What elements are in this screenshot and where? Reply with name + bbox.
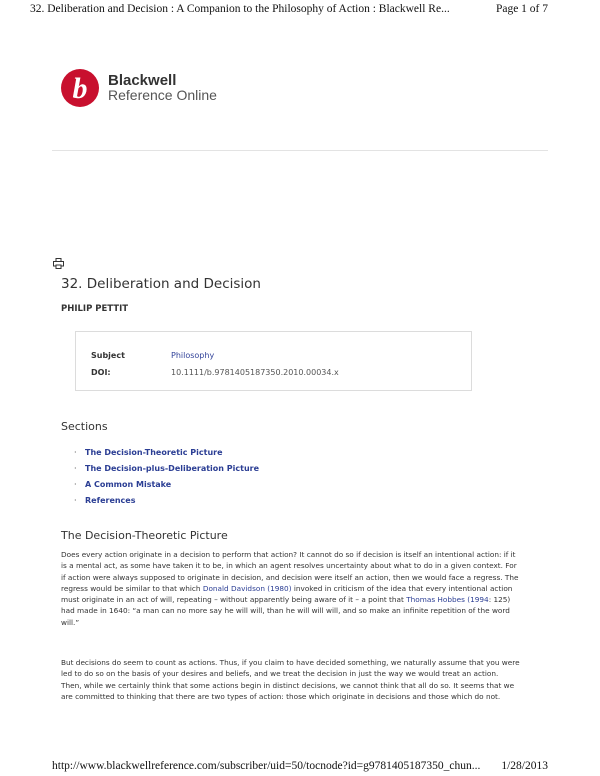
- paragraph-text: invoked in criticism of the idea that every intentional action must originate in an act of will, repeating – without apparently being aware of it – a point that: [61, 583, 513, 605]
- logo-brand: Blackwell: [108, 72, 177, 89]
- doi-value: 10.1111/b.9781405187350.2010.00034.x: [171, 368, 339, 377]
- article-author: PHILIP PETTIT: [61, 304, 129, 314]
- article-title: 32. Deliberation and Decision: [61, 276, 261, 292]
- toc-bullet: ·: [74, 496, 77, 505]
- subject-row: [91, 351, 214, 360]
- toc-item: [74, 447, 259, 463]
- toc-item: [74, 463, 259, 479]
- printer-icon[interactable]: [53, 258, 64, 269]
- doi-label: DOI:: [91, 368, 111, 377]
- subject-link[interactable]: Philosophy: [171, 351, 215, 360]
- sections-list: [74, 447, 259, 511]
- sections-heading: Sections: [61, 420, 108, 433]
- subject-label: Subject: [91, 351, 125, 360]
- blackwell-logo[interactable]: [60, 68, 217, 108]
- toc-bullet: ·: [74, 448, 77, 457]
- logo-mark-letter: b: [72, 72, 88, 105]
- footer-date: 1/28/2013: [501, 760, 548, 772]
- section-heading: The Decision-Theoretic Picture: [61, 529, 228, 542]
- toc-item: [74, 479, 259, 495]
- toc-item: [74, 495, 259, 511]
- header-divider: [52, 150, 548, 151]
- page-footer: [52, 760, 548, 772]
- blackwell-logo-icon: [60, 68, 100, 108]
- header-title: 32. Deliberation and Decision : A Companion to the Philosophy of Action : Blackwell Re...: [30, 3, 450, 15]
- body-paragraph-2: But decisions do seem to count as actions. Thus, if you claim to have decided something, we naturally assume that you were led to do so on the basis of your desires and beliefs, and we treat the decision in just the way we would treat an action. Then, while we certainly think that some actions begin in distinct decisions, we cannot think that all do so. It seems that we are committed to thinking that there are two types of action: those which originate in decisions and those which do not.: [61, 658, 520, 701]
- toc-link-common-mistake[interactable]: A Common Mistake: [85, 480, 172, 489]
- citation-link-davidson[interactable]: Donald Davidson (1980): [202, 583, 292, 593]
- logo-subtitle: Reference Online: [108, 87, 217, 103]
- page-header: [30, 3, 548, 15]
- toc-bullet: ·: [74, 464, 77, 473]
- toc-link-references[interactable]: References: [85, 496, 136, 505]
- paragraph-text: Does every action originate in a decision to perform that action? It cannot do so if decision is itself an intentional action: if it is a mental act, as some have taken it to be, in which an agent resolves uncertainty about what to do in a given context. For if action were always supposed to originate in decision, and decision were itself an action, then we would face a regress. The regress would be similar to that which: [61, 550, 519, 593]
- citation-link-hobbes[interactable]: Thomas Hobbes (1994: [406, 595, 489, 605]
- article-metadata-box: [75, 331, 472, 391]
- paragraph-text: : 125) had made in 1640: “a man can no more say he will will, than he will will will, and so make an infinite repetition of the word will.”: [61, 595, 511, 627]
- doi-row: [91, 368, 339, 377]
- toc-bullet: ·: [74, 480, 77, 489]
- page-number: Page 1 of 7: [495, 3, 548, 15]
- toc-link-decision-plus-deliberation[interactable]: The Decision-plus-Deliberation Picture: [85, 464, 260, 473]
- body-paragraph-1: [61, 549, 521, 628]
- toc-link-decision-theoretic[interactable]: The Decision-Theoretic Picture: [85, 448, 223, 457]
- footer-url: http://www.blackwellreference.com/subscriber/uid=50/tocnode?id=g9781405187350_chun...: [52, 760, 481, 772]
